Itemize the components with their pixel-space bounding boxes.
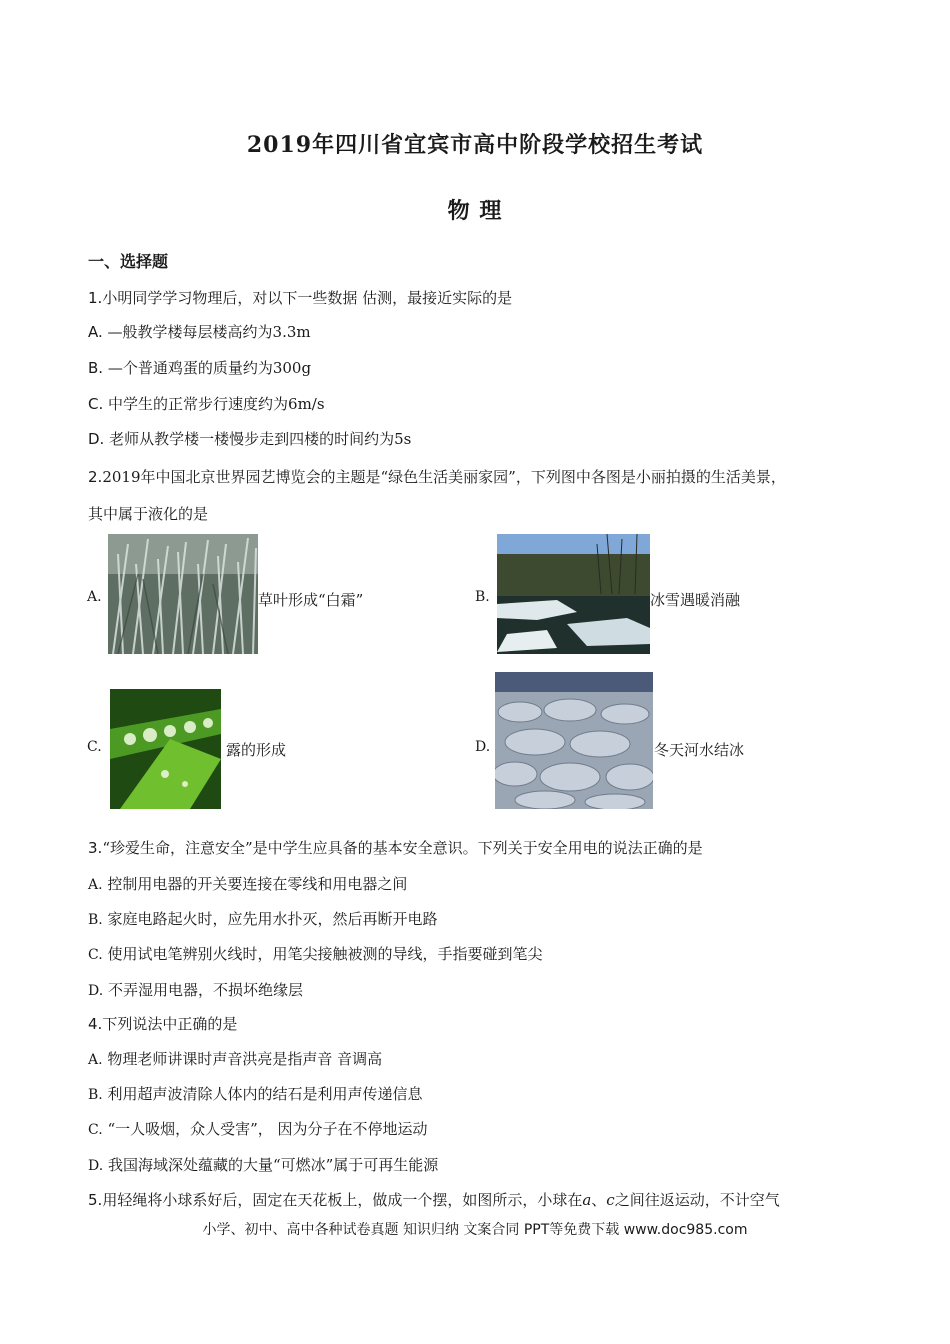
q4-option-d: D. 我国海域深处蕴藏的大量“可燃冰”属于可再生能源 [88, 1156, 439, 1174]
var-c: c [606, 1191, 615, 1209]
q2-option-a-text: 草叶形成“白霜” [258, 591, 364, 609]
q1-option-a: A. —般教学楼每层楼高约为3.3m [88, 323, 311, 341]
question-number: 1. [88, 289, 103, 307]
q2-option-a-label: A. [87, 589, 102, 605]
question-text: 2019年中国北京世界园艺博览会的主题是“绿色生活美丽家园”，下列图中各图是小丽拍摄的生活美景， [102, 468, 786, 486]
q3-option-a: A. 控制用电器的开关要连接在零线和用电器之间 [88, 875, 408, 893]
question-number: 5. [88, 1191, 103, 1209]
section-heading: 一、选择题 [88, 252, 169, 271]
question-number: 4. [88, 1015, 103, 1033]
dew-drops-on-leaf-photo [110, 689, 221, 809]
question-1 [88, 287, 512, 308]
q2-option-d-text: 冬天河水结冰 [654, 741, 745, 759]
melting-snow-river-photo [497, 534, 650, 654]
question-4 [88, 1013, 237, 1034]
q4-option-b: B. 利用超声波清除人体内的结石是利用声传递信息 [88, 1085, 423, 1103]
q2-option-d-label: D. [475, 739, 491, 755]
q4-option-a: A. 物理老师讲课时声音洪亮是指声音 音调高 [88, 1050, 383, 1068]
q2-option-b-label: B. [475, 589, 490, 605]
q1-option-d: D. 老师从教学楼一楼慢步走到四楼的时间约为5s [88, 430, 412, 448]
question-5: 5.用轻绳将小球系好后，固定在天花板上，做成一个摆，如图所示，小球在a、c之间往返运动，不计空气 [88, 1191, 780, 1209]
question-number: 2. [88, 468, 103, 486]
q3-option-b: B. 家庭电路起火时，应先用水扑灭，然后再断开电路 [88, 910, 438, 928]
subject-title: 物 理 [447, 198, 503, 224]
q3-option-c: C. 使用试电笔辨别火线时，用笔尖接触被测的导线，手指要碰到笔尖 [88, 945, 543, 963]
question-text: 小明同学学习物理后，对以下一些数据 估测，最接近实际的是 [102, 289, 513, 307]
q2-option-c-label: C. [87, 739, 102, 755]
var-a: a [582, 1191, 592, 1209]
question-text: “珍爱生命，注意安全”是中学生应具备的基本安全意识。下列关于安全用电的说法正确的是 [102, 839, 703, 857]
page-footer: 小学、初中、高中各种试卷真题 知识归纳 文案合同 PPT等免费下载 www.doc985.com [202, 1222, 748, 1238]
q1-option-c: C. 中学生的正常步行速度约为6m/s [88, 395, 325, 413]
q4-option-c: C. “一人吸烟，众人受害”， 因为分子在不停地运动 [88, 1120, 428, 1138]
frost-on-grass-photo [108, 534, 258, 654]
exam-title: 2019年四川省宜宾市高中阶段学校招生考试 [246, 132, 704, 158]
question-2-continued: 其中属于液化的是 [88, 505, 209, 523]
frozen-river-photo [495, 672, 653, 809]
q2-option-c-text: 露的形成 [226, 741, 287, 759]
q1-option-b: B. —个普通鸡蛋的质量约为300g [88, 359, 312, 377]
q3-option-d: D. 不弄湿用电器，不损坏绝缘层 [88, 981, 303, 999]
question-number: 3. [88, 839, 103, 857]
q2-option-b-text: 冰雪遇暖消融 [650, 591, 741, 609]
question-3 [88, 837, 703, 858]
question-2 [88, 466, 786, 487]
question-text: 下列说法中正确的是 [102, 1015, 238, 1033]
